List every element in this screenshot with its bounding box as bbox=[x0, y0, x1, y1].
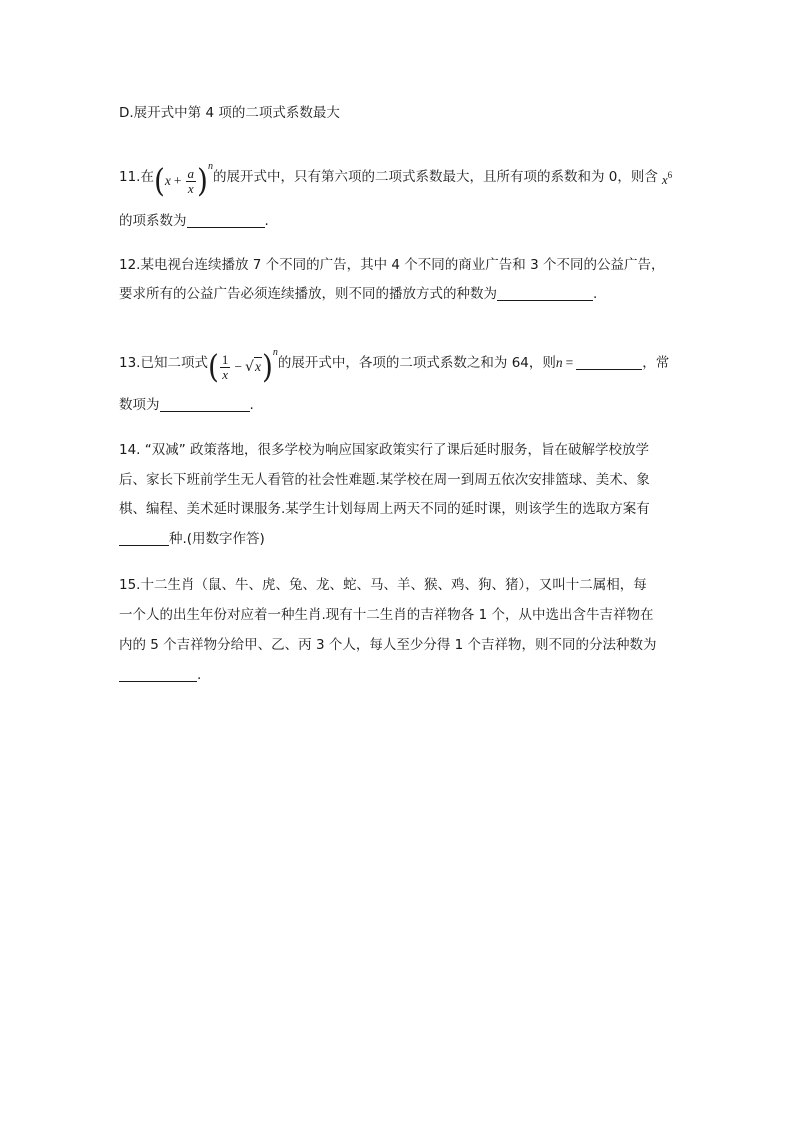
answer-blank-13b[interactable] bbox=[160, 397, 250, 412]
left-paren: ( bbox=[207, 347, 219, 386]
question-12-line1 bbox=[119, 256, 664, 274]
q11-x: x bbox=[164, 173, 171, 188]
right-paren: ) bbox=[197, 161, 208, 200]
question-12-text-1: 12.某电视台连续播放 7 个不同的广告，其中 4 个不同的商业广告和 3 个不同的公益广告， bbox=[119, 257, 665, 273]
question-15-line2 bbox=[119, 606, 653, 624]
q13-minus: − bbox=[234, 359, 243, 374]
question-15-line4 bbox=[119, 666, 201, 684]
question-15-text-1: 15.十二生肖（鼠、牛、虎、兔、龙、蛇、马、羊、猴、鸡、狗、猪），又叫十二属相，每 bbox=[119, 577, 647, 593]
answer-blank-14[interactable] bbox=[119, 531, 169, 546]
question-14-line2 bbox=[119, 471, 650, 489]
question-15-text-2: 一个人的出生年份对应着一种生肖.现有十二生肖的吉祥物各 1 个，从中选出含牛吉祥物在 bbox=[119, 607, 654, 623]
question-12-line2 bbox=[119, 285, 597, 303]
question-14-text-3: 棋、编程、美术延时课服务.某学生计划每周上两天不同的延时课，则该学生的选取方案有 bbox=[119, 501, 650, 517]
answer-blank-15[interactable] bbox=[119, 667, 197, 682]
period: . bbox=[197, 667, 202, 683]
period: . bbox=[593, 286, 598, 302]
q13-frac-denominator: x bbox=[222, 366, 229, 382]
q13-exponent: n bbox=[272, 347, 278, 358]
question-11-mid: 的展开式中，只有第六项的二项式系数最大，且所有项的系数和为 0，则含 bbox=[212, 168, 658, 185]
q11-frac-denominator: x bbox=[187, 180, 194, 196]
left-paren: ( bbox=[153, 161, 165, 200]
answer-blank-13a[interactable] bbox=[576, 355, 642, 370]
question-14-text-1: 14. “双减” 政策落地，很多学校为响应国家政策实行了课后延时服务，旨在破解学校放学 bbox=[119, 442, 650, 458]
question-14-text-4: 种.(用数字作答) bbox=[169, 531, 265, 547]
question-11-expression bbox=[153, 158, 213, 200]
option-d-label: D.展开式中第 4 项的二项式系数最大 bbox=[119, 105, 340, 121]
question-11-prefix: 11.在 bbox=[119, 168, 154, 185]
q11-fraction bbox=[186, 167, 197, 196]
q13-sqrt-arg: x bbox=[254, 359, 261, 374]
answer-blank-11[interactable] bbox=[187, 213, 265, 228]
period: . bbox=[264, 213, 269, 229]
q13-frac-numerator: 1 bbox=[221, 351, 229, 367]
q13-equals: = bbox=[565, 354, 574, 370]
question-13-expression bbox=[207, 344, 278, 386]
question-12-text-2: 要求所有的公益广告必须连续播放，则不同的播放方式的种数为 bbox=[119, 286, 497, 302]
q11-exponent: n bbox=[207, 161, 213, 172]
question-13-prefix: 13.已知二项式 bbox=[119, 354, 208, 371]
question-14-line4 bbox=[119, 530, 265, 548]
q13-n: n bbox=[555, 354, 563, 370]
q11-plus: + bbox=[173, 173, 182, 188]
question-13-line2 bbox=[119, 396, 254, 414]
answer-blank-12[interactable] bbox=[497, 286, 593, 301]
q11-term bbox=[661, 169, 673, 187]
question-11-line2 bbox=[119, 212, 269, 230]
q13-fraction bbox=[220, 353, 231, 382]
option-d-text bbox=[119, 104, 340, 122]
question-13-mid: 的展开式中，各项的二项式系数之和为 64，则 bbox=[277, 354, 556, 371]
right-paren: ) bbox=[261, 347, 273, 386]
sqrt-icon: √ bbox=[245, 359, 254, 375]
question-11-cont: 的项系数为 bbox=[119, 213, 187, 229]
question-11-line1 bbox=[119, 158, 673, 200]
question-14-line1 bbox=[119, 441, 649, 459]
q11-term-exponent: 6 bbox=[667, 169, 673, 180]
question-13-cont: 数项为 bbox=[119, 397, 160, 413]
period: . bbox=[249, 397, 254, 413]
question-14-line3 bbox=[119, 500, 650, 518]
question-13-tail: ，常 bbox=[642, 354, 670, 371]
q11-frac-numerator: a bbox=[187, 165, 195, 181]
question-15-line3 bbox=[119, 636, 657, 654]
q11-term-base: x bbox=[661, 171, 668, 187]
question-13-line1 bbox=[119, 344, 670, 386]
question-15-line1 bbox=[119, 576, 647, 594]
question-15-text-3: 内的 5 个吉祥物分给甲、乙、丙 3 个人，每人至少分得 1 个吉祥物，则不同的分法种数为 bbox=[119, 637, 657, 653]
question-14-text-2: 后、家长下班前学生无人看管的社会性难题.某学校在周一到周五依次安排篮球、美术、象 bbox=[119, 472, 650, 488]
